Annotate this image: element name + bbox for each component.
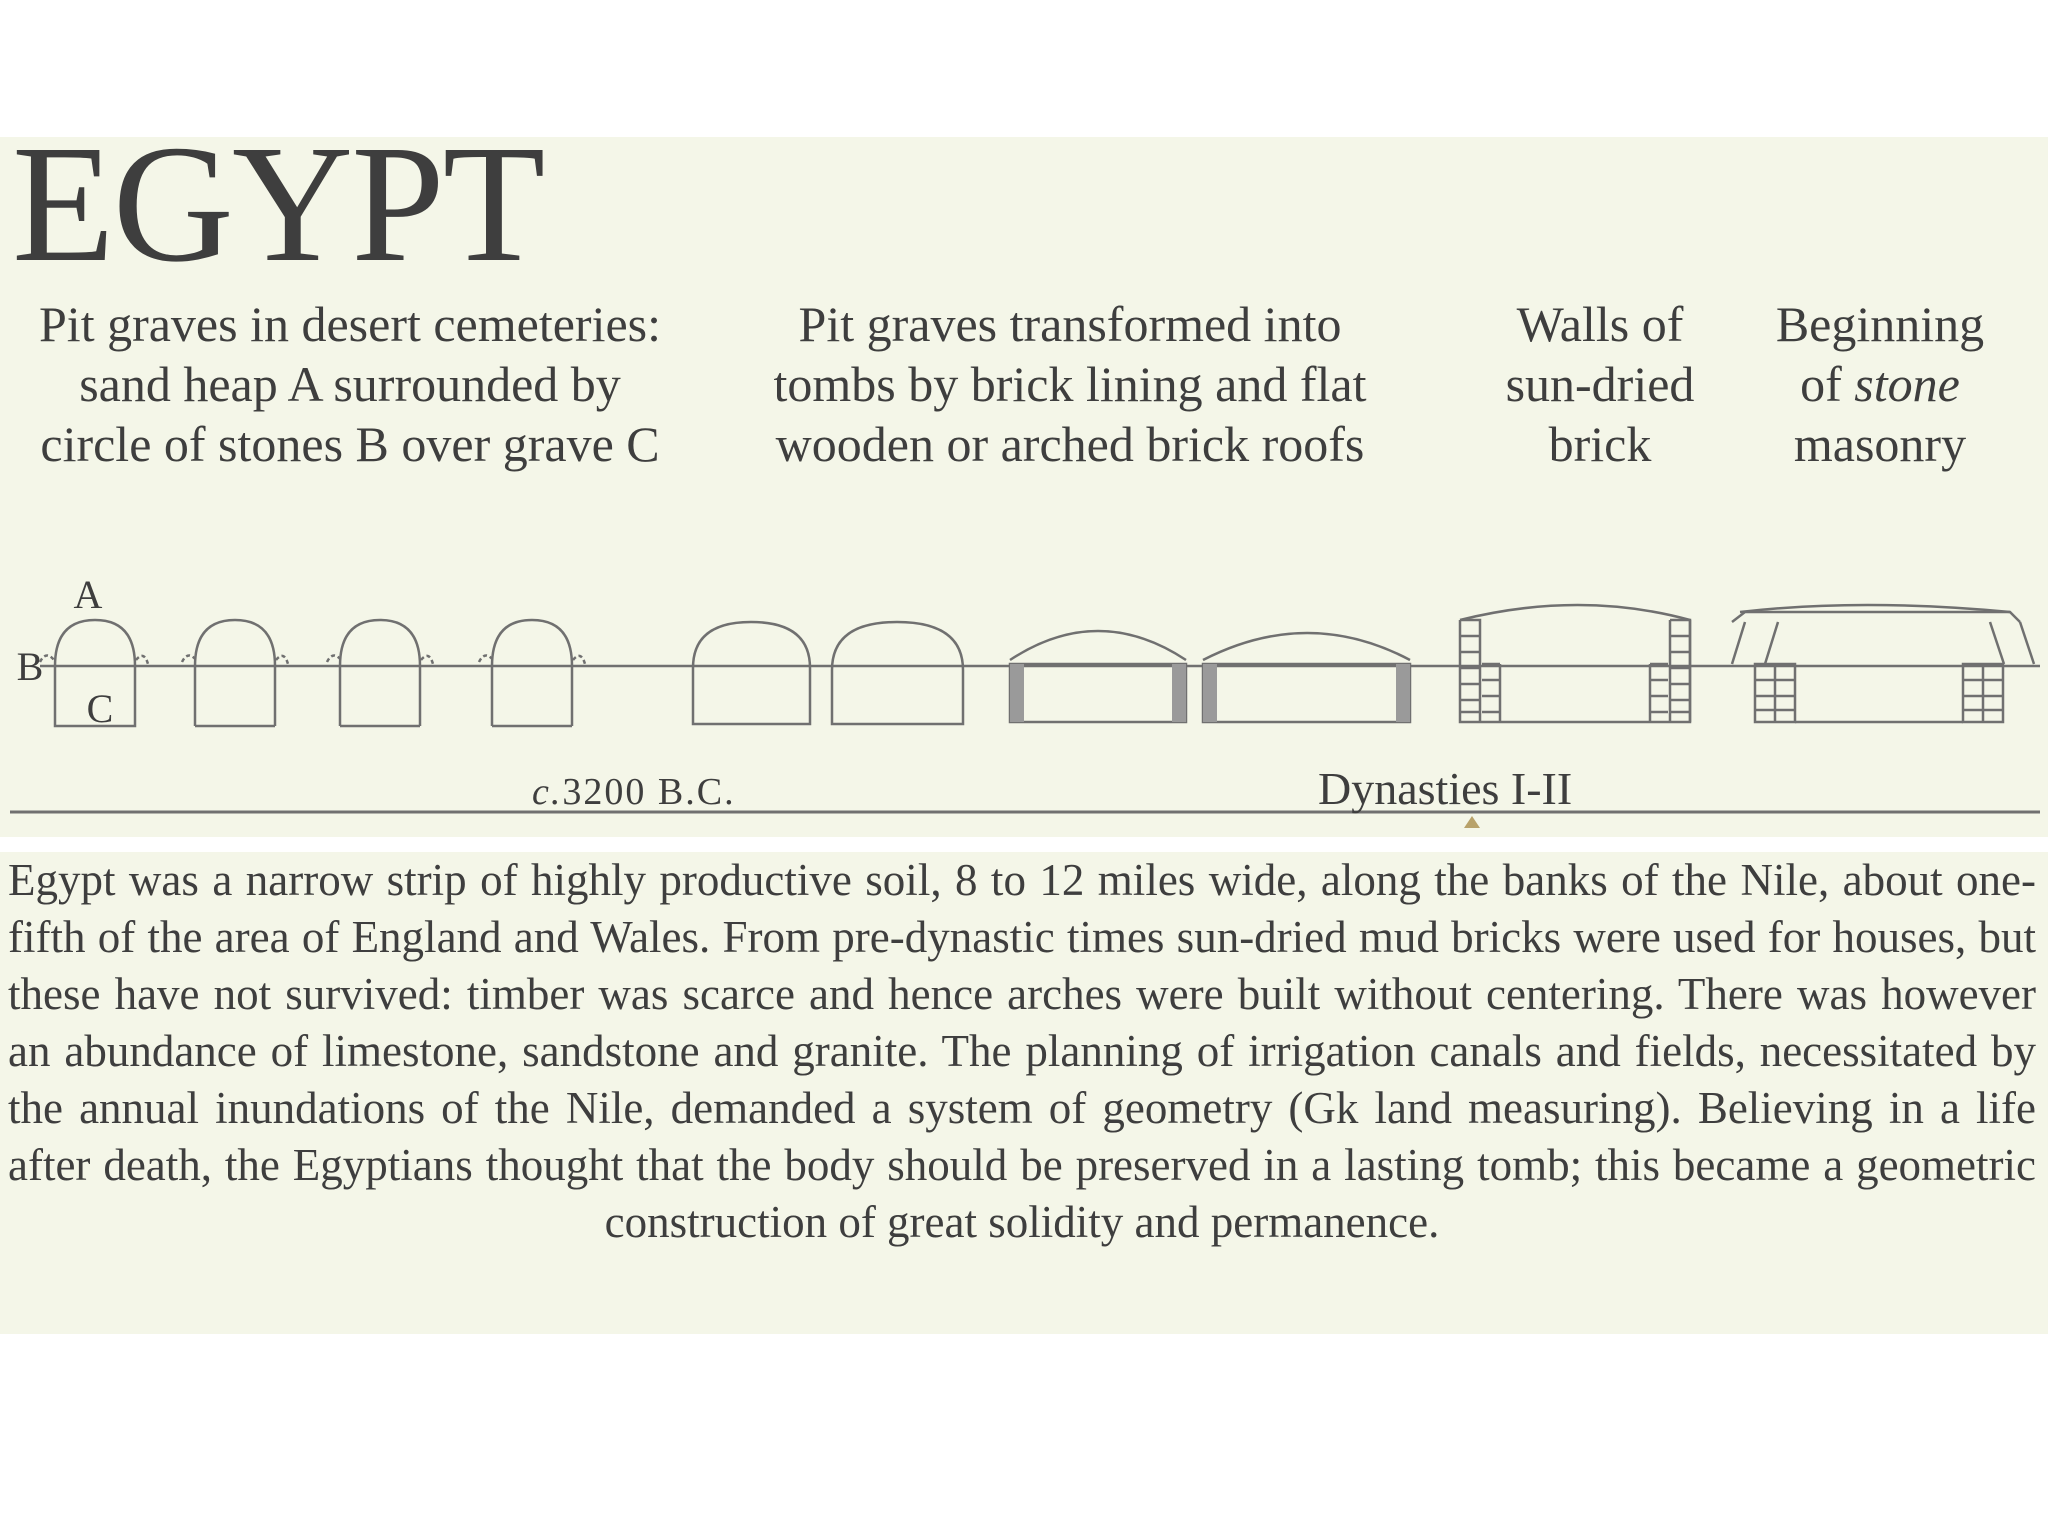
label-c: C xyxy=(86,686,114,731)
lined-tomb-1 xyxy=(693,622,810,724)
brick-linings xyxy=(1010,664,1410,722)
caption-transformed-graves xyxy=(730,294,1410,474)
pit-grave-4 xyxy=(479,620,585,726)
body-paragraph: Egypt was a narrow strip of highly productive soil, 8 to 12 miles wide, along the banks of the Nile, about one-fifth of the area of England and Wales. From pre-dynastic times sun-dried mud bricks were used for houses, but these have not survived: timber was scarce and hence arches were built without centering. There was however an abundance of limestone, sandstone and granite. The planning of irrigation canals and fields, necessitated by the annual inundations of the Nile, demanded a system of geometry (Gk land measuring). Believing in a life after death, the Egyptians thought that the body should be preserved in a lasting tomb; this became a geometric construction of great solidity and permanence. xyxy=(8,855,2036,1247)
caption-line: sand heap A surrounded by xyxy=(79,356,621,412)
caption-line: brick xyxy=(1548,416,1652,472)
sun-dried-brick-tomb xyxy=(1460,605,1690,722)
dynasty-marker xyxy=(1464,816,1480,828)
brick-lining-right xyxy=(1172,664,1186,722)
caption-italic-word: stone xyxy=(1854,356,1960,412)
stone-masonry-tomb xyxy=(1732,605,2034,722)
label-b: B xyxy=(16,644,44,689)
caption-line: sun-dried xyxy=(1505,356,1695,412)
caption-line: of xyxy=(1800,356,1855,412)
caption-line: tombs by brick lining and flat xyxy=(773,356,1367,412)
pit-grave-2 xyxy=(182,620,288,726)
tomb-evolution-diagram xyxy=(0,560,2048,860)
caption-line: circle of stones B over grave C xyxy=(40,416,660,472)
page-title: EGYPT xyxy=(12,111,544,297)
caption-line: Walls of xyxy=(1516,296,1684,352)
dynasties-label: Dynasties I-II xyxy=(1318,763,1573,814)
brick-tomb-1 xyxy=(1010,631,1186,722)
caption-line: Beginning xyxy=(1775,296,1985,352)
lined-tomb-2 xyxy=(832,622,963,724)
caption-pit-graves xyxy=(10,294,690,474)
caption-line: masonry xyxy=(1793,416,1967,472)
brick-lining-left xyxy=(1010,664,1024,722)
date-prefix: c. xyxy=(532,771,563,813)
label-a: A xyxy=(73,572,103,617)
brick-lining-right xyxy=(1396,664,1410,722)
date-label xyxy=(532,770,736,814)
brick-lining-left xyxy=(1203,664,1217,722)
caption-line: wooden or arched brick roofs xyxy=(775,416,1365,472)
pit-grave-3 xyxy=(327,620,433,726)
caption-line: Pit graves in desert cemeteries: xyxy=(39,296,661,352)
caption-line: Pit graves transformed into xyxy=(798,296,1342,352)
caption-stone-masonry xyxy=(1740,294,2020,474)
caption-brick-walls xyxy=(1480,294,1720,474)
brick-tomb-2 xyxy=(1203,633,1410,722)
date-text: 3200 B.C. xyxy=(562,771,736,813)
